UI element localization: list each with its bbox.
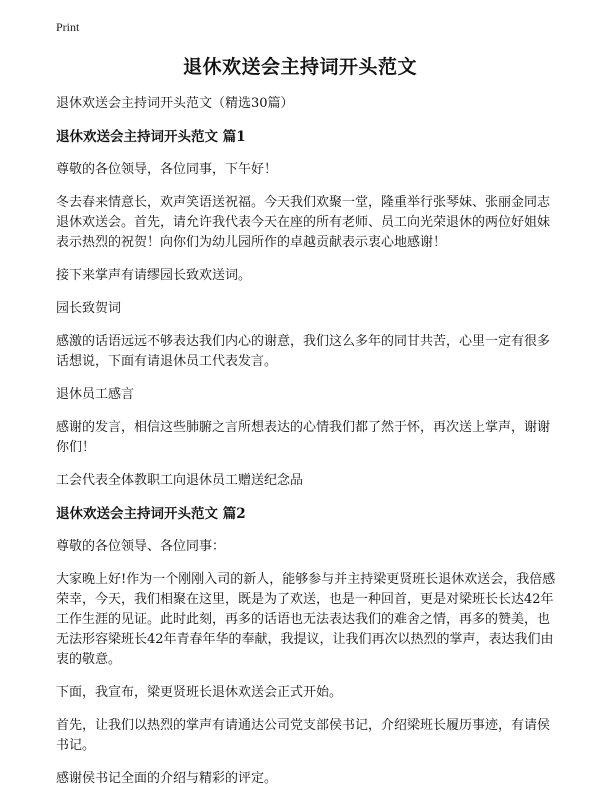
- paragraph: 下面，我宣布，梁更贤班长退休欢送会正式开始。: [56, 685, 343, 700]
- section-heading-2: 退休欢送会主持词开头范文 篇2: [56, 506, 246, 522]
- paragraph: 首先，让我们以热烈的掌声有请通达公司党支部侯书记，介绍梁班长履历事迹，有请侯书记。: [56, 718, 551, 753]
- paragraph: 大家晚上好!作为一个刚刚入司的新人，能够参与并主持梁更贤班长退休欢送会，我倍感荣幸，今天，我们相聚在这里，既是为了欢送，也是一种回首，更是对梁班长长达42年工作生涯的见证。此时此刻，再多的话语也无法表达我们的难舍之情，再多的赞美，也无法形容梁班长42年青春年华的奉献，我提议，让我们再次以热烈的掌声，表达我们由衷的敬意。: [56, 572, 556, 667]
- paragraph: 园长致贺词: [56, 301, 122, 316]
- paragraph: 冬去春来情意长，欢声笑语送祝福。今天我们欢聚一堂，隆重举行张琴妹、张丽金同志退休欢送会。首先，请允许我代表今天在座的所有老师、员工向光荣退休的两位好姐妹表示热烈的祝贺！向你们为幼儿园所作的卓越贡献表示衷心地感谢！: [56, 195, 551, 250]
- intro-line: 退休欢送会主持词开头范文（精选30篇）: [56, 96, 294, 111]
- paragraph: 感激的话语远远不够表达我们内心的谢意，我们这么多年的同甘共苦，心里一定有很多话想说，下面有请退休员工代表发言。: [56, 334, 551, 369]
- paragraph: 尊敬的各位领导、各位同事：: [56, 539, 226, 554]
- document-title: 退休欢送会主持词开头范文: [182, 56, 417, 78]
- document-body: [56, 94, 556, 802]
- print-label: Print: [56, 20, 80, 34]
- paragraph: 接下来掌声有请缪园长致欢送词。: [56, 268, 252, 283]
- paragraph: 工会代表全体教职工向退休员工赠送纪念品: [56, 473, 304, 488]
- section-heading-1: 退休欢送会主持词开头范文 篇1: [56, 129, 246, 145]
- paragraph: 感谢侯书记全面的介绍与精彩的评定。: [56, 771, 278, 786]
- paragraph: 尊敬的各位领导，各位同事，下午好！: [56, 162, 278, 177]
- paragraph: 感谢的发言，相信这些肺腑之言所想表达的心情我们都了然于怀，再次送上掌声，谢谢你们！: [56, 420, 551, 455]
- paragraph: 退休员工感言: [56, 387, 135, 402]
